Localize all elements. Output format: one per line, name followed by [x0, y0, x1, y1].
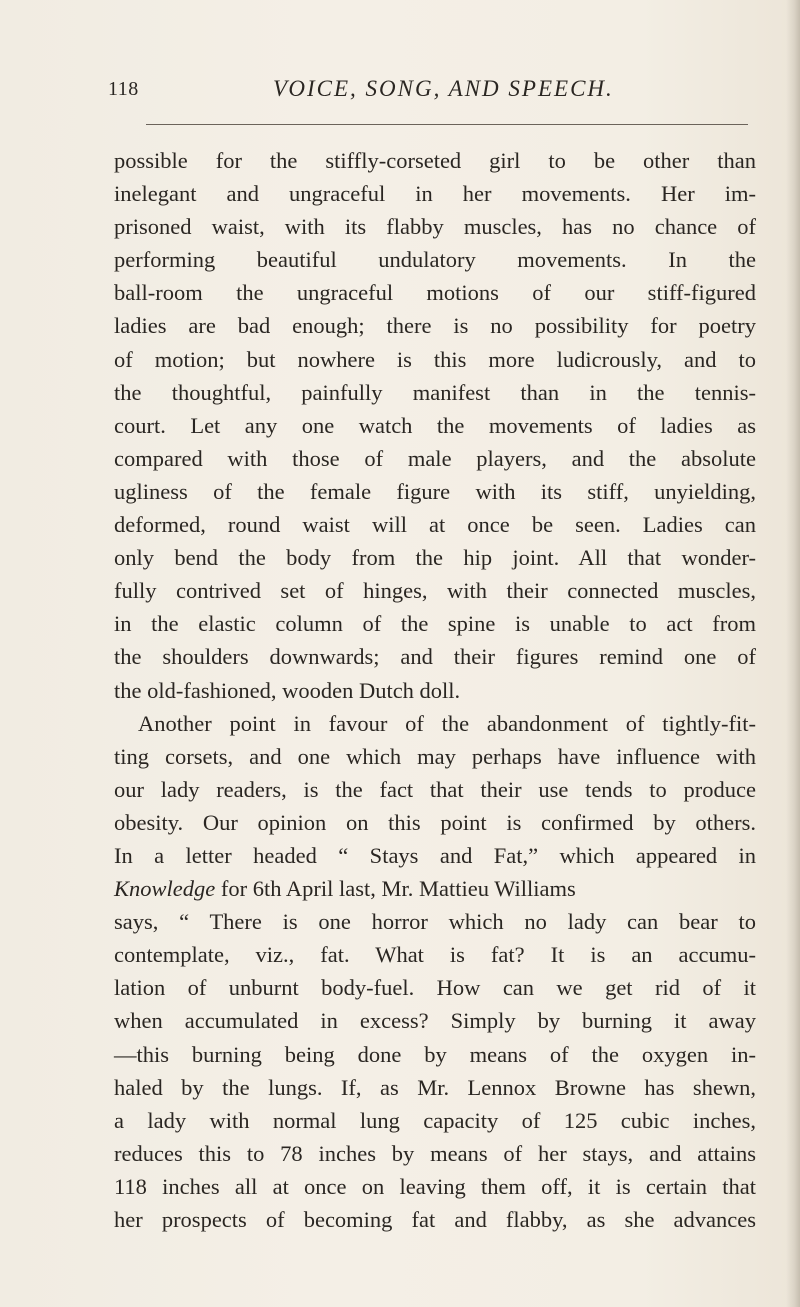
- text-line: ting corsets, and one which may perhaps have influence with: [114, 743, 756, 769]
- text-line: contemplate, viz., fat. What is fat? It is an accumu-: [114, 942, 756, 968]
- text-line: —this burning being done by means of the oxygen in-: [114, 1041, 756, 1067]
- running-title: VOICE, SONG, AND SPEECH.: [273, 76, 614, 101]
- text-line: fully contrived set of hinges, with their connected muscles,: [114, 578, 756, 604]
- text-line: reduces this to 78 inches by means of her stays, and attains: [114, 1140, 756, 1166]
- text-line: the thoughtful, painfully manifest than in the tennis-: [114, 379, 756, 405]
- text-line: inelegant and ungraceful in her movements. Her im-: [114, 181, 756, 207]
- text-line: when accumulated in excess? Simply by burning it away: [114, 1008, 756, 1034]
- text-line: prisoned waist, with its flabby muscles, has no chance of: [114, 214, 756, 240]
- text-line: possible for the stiffly-corseted girl to be other than: [114, 148, 756, 173]
- text-line: in the elastic column of the spine is unable to act from: [114, 611, 756, 637]
- text-line-remainder: for 6th April last, Mr. Mattieu Williams: [215, 876, 576, 902]
- text-line: compared with those of male players, and the absolute: [114, 445, 756, 471]
- paragraph-start-line: Another point in favour of the abandonment of tightly-fit-: [138, 710, 756, 736]
- text-line: a lady with normal lung capacity of 125 cubic inches,: [114, 1107, 756, 1133]
- text-line: court. Let any one watch the movements of ladies as: [114, 412, 756, 438]
- text-line: lation of unburnt body-fuel. How can we get rid of it: [114, 975, 756, 1001]
- text-line: says, “ There is one horror which no lady can bear to: [114, 909, 756, 935]
- page-edge-shadow: [786, 0, 800, 1307]
- text-line: ugliness of the female figure with its stiff, unyielding,: [114, 478, 756, 504]
- paragraph-end-line: the old-fashioned, wooden Dutch doll.: [114, 677, 461, 703]
- running-header: [108, 78, 748, 108]
- text-line: our lady readers, is the fact that their use tends to produce: [114, 776, 756, 802]
- text-line: ball-room the ungraceful motions of our stiff-figured: [114, 280, 756, 306]
- text-line: the shoulders downwards; and their figures remind one of: [114, 644, 756, 670]
- text-line: obesity. Our opinion on this point is confirmed by others.: [114, 809, 756, 835]
- text-line-with-italic-title: [114, 872, 756, 905]
- header-rule: [146, 124, 748, 125]
- text-line: deformed, round waist will at once be seen. Ladies can: [114, 512, 756, 538]
- text-line: performing beautiful undulatory movements. In the: [114, 247, 756, 273]
- body-text: [114, 144, 756, 1236]
- text-line: 118 inches all at once on leaving them off, it is certain that: [114, 1173, 756, 1199]
- text-line: haled by the lungs. If, as Mr. Lennox Browne has shewn,: [114, 1074, 756, 1100]
- journal-title-italic: Knowledge: [114, 876, 216, 902]
- text-line: In a letter headed “ Stays and Fat,” which appeared in: [114, 842, 756, 868]
- text-line: of motion; but nowhere is this more ludicrously, and to: [114, 346, 756, 372]
- text-line: only bend the body from the hip joint. All that wonder-: [114, 545, 756, 571]
- text-line: ladies are bad enough; there is no possibility for poetry: [114, 313, 756, 339]
- page-number: 118: [108, 78, 139, 100]
- text-line: her prospects of becoming fat and flabby, as she advances: [114, 1207, 756, 1232]
